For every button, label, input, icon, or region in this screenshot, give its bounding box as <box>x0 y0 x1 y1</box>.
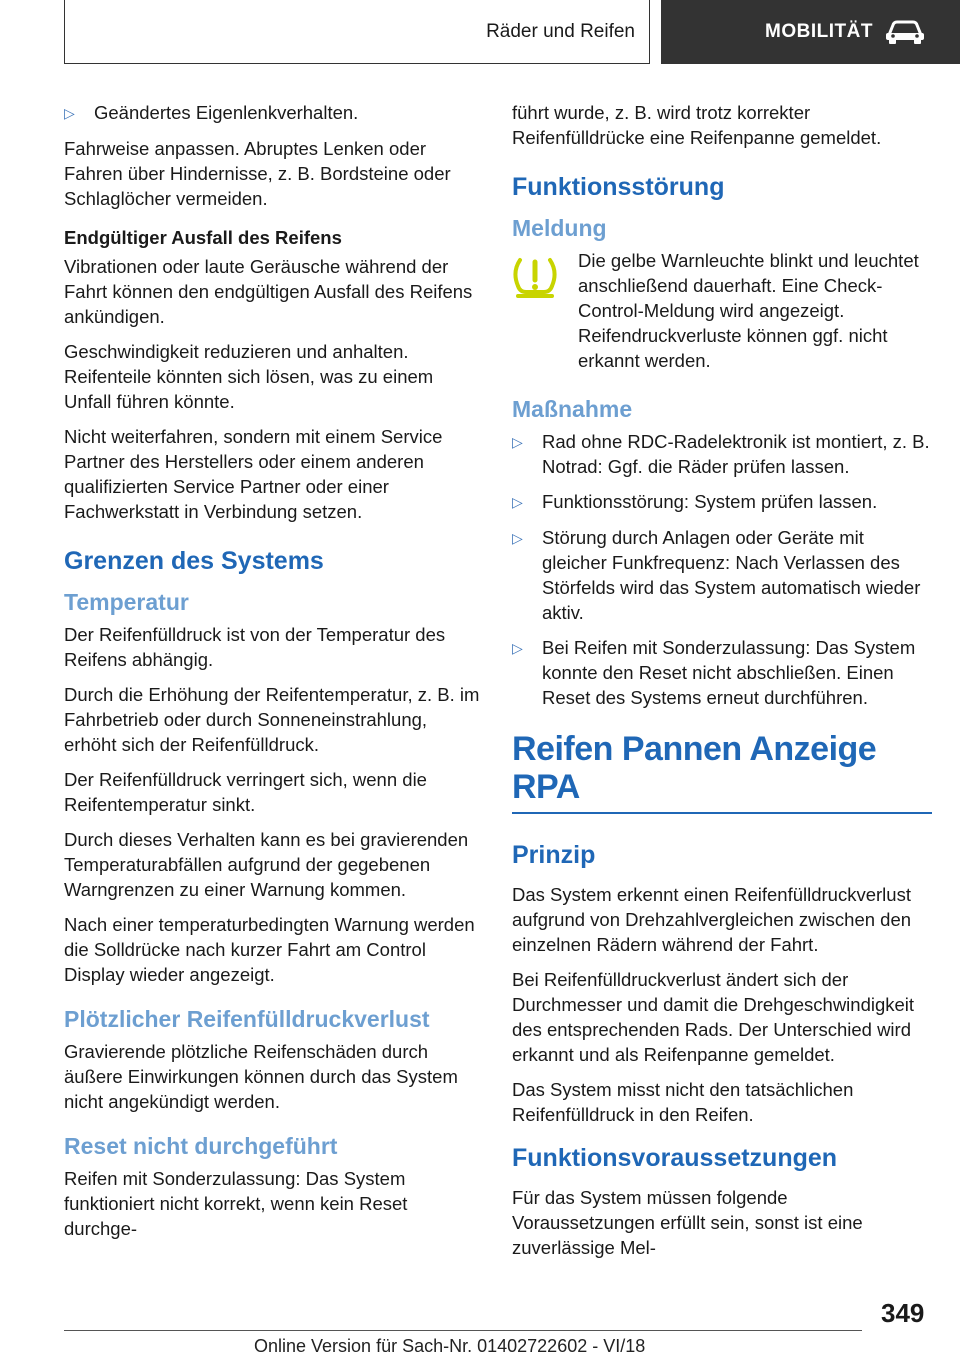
left-column <box>64 100 482 1251</box>
footer-rule <box>64 1330 862 1331</box>
paragraph: Geschwindigkeit reduzieren und anhalten. Reifenteile könnten sich lösen, was zu einem Unfall führen könnte. <box>64 341 434 412</box>
triangle-bullet-icon: ▷ <box>512 494 523 510</box>
paragraph: Fahrweise anpassen. Abruptes Lenken oder Fahren über Hindernisse, z. B. Bordsteine oder Schlaglöcher vermeiden. <box>64 138 451 209</box>
paragraph: Gravierende plötzliche Reifenschäden durch äußere Einwirkungen können durch das System nicht angekündigt werden. <box>64 1041 458 1112</box>
heading-funktionsvoraussetzungen: Funktionsvoraussetzungen <box>512 1144 838 1172</box>
header-section-title: Räder und Reifen <box>486 20 635 42</box>
bold-heading: Endgültiger Ausfall des Reifens <box>64 227 342 248</box>
heading-funktionsstoerung: Funktionsstörung <box>512 173 725 201</box>
bullet-item: ▷ Bei Reifen mit Sonderzulassung: Das System konnte den Reset nicht abschließen. Einen Reset des Systems erneut durchführen. <box>512 637 916 708</box>
header-chapter-box <box>661 0 960 64</box>
triangle-bullet-icon: ▷ <box>512 530 523 546</box>
paragraph: Die gelbe Warnleuchte blinkt und leuchtet anschließend dauerhaft. Eine Check-Control-Meldung wird angezeigt. Reifendruckverluste können ggf. nicht erkannt werden. <box>578 250 919 371</box>
bullet-item: ▷ Rad ohne RDC-Radelektronik ist montiert, z. B. Notrad: Ggf. die Räder prüfen lassen. <box>512 431 930 477</box>
heading-prinzip: Prinzip <box>512 841 596 869</box>
paragraph: Für das System müssen folgende Voraussetzungen erfüllt sein, sonst ist eine zuverlässige Mel- <box>512 1187 863 1258</box>
paragraph: Vibrationen oder laute Geräusche während der Fahrt können den endgültigen Ausfall des Reifens ankündigen. <box>64 256 473 327</box>
bullet-item: ▷ Funktionsstörung: System prüfen lassen. <box>512 489 932 515</box>
right-column <box>512 100 932 1270</box>
warning-block <box>512 248 932 373</box>
bullet-item: ▷ Geändertes Eigenlenkverhalten. <box>64 100 482 126</box>
heading-grenzen: Grenzen des Systems <box>64 547 324 575</box>
subheading-meldung: Meldung <box>512 215 607 241</box>
car-icon <box>883 19 927 45</box>
triangle-bullet-icon: ▷ <box>512 640 523 656</box>
subheading-massnahme: Maßnahme <box>512 396 633 422</box>
paragraph: Durch die Erhöhung der Reifentemperatur, z. B. im Fahrbetrieb oder durch Sonneneinstrahlung, erhöht sich der Reifenfülldruck. <box>64 684 480 755</box>
page-number: 349 <box>881 1298 925 1328</box>
bullet-item: ▷ Störung durch Anlagen oder Geräte mit gleicher Funkfrequenz: Nach Verlassen des Störfelds wird das System automatisch wieder aktiv. <box>512 527 921 623</box>
subheading-ploetzlich: Plötzlicher Reifenfülldruckverlust <box>64 1006 430 1032</box>
paragraph: Reifen mit Sonderzulassung: Das System funktioniert nicht korrekt, wenn kein Reset durchge- <box>64 1168 408 1239</box>
paragraph: Das System erkennt einen Reifenfülldruckverlust aufgrund von Drehzahlvergleichen zwischen den einzelnen Rädern während der Fahrt. <box>512 884 912 955</box>
paragraph: Durch dieses Verhalten kann es bei gravierenden Temperaturabfällen aufgrund der gegebenen Warngrenzen zu einer Warnung kommen. <box>64 829 469 900</box>
header-chapter-title: MOBILITÄT <box>765 21 873 42</box>
tire-pressure-warning-icon <box>510 252 560 300</box>
subheading-temperatur: Temperatur <box>64 589 189 615</box>
heading-rule <box>512 812 932 814</box>
heading-rpa: Reifen Pannen Anzeige RPA <box>512 730 877 806</box>
triangle-bullet-icon: ▷ <box>512 434 523 450</box>
paragraph: führt wurde, z. B. wird trotz korrekter Reifenfülldrücke eine Reifenpanne gemeldet. <box>512 102 882 148</box>
paragraph: Der Reifenfülldruck ist von der Temperatur des Reifens abhängig. <box>64 624 446 670</box>
paragraph: Der Reifenfülldruck verringert sich, wenn die Reifentemperatur sinkt. <box>64 769 427 815</box>
paragraph: Bei Reifenfülldruckverlust ändert sich der Durchmesser und damit die Drehgeschwindigkeit des entsprechenden Rads. Der Unterschied wird erkannt und als Reifenpanne gemeldet. <box>512 969 915 1065</box>
paragraph: Nicht weiterfahren, sondern mit einem Service Partner des Herstellers oder einem anderen qualifizierten Service Partner oder einer Fachwerkstatt in Verbindung setzen. <box>64 426 443 522</box>
footer-online-version: Online Version für Sach-Nr. 01402722602 - VI/18 <box>254 1336 646 1356</box>
triangle-bullet-icon: ▷ <box>64 105 75 121</box>
paragraph: Das System misst nicht den tatsächlichen Reifenfülldruck in den Reifen. <box>512 1079 854 1125</box>
header-section-box <box>64 0 650 64</box>
paragraph: Nach einer temperaturbedingten Warnung werden die Solldrücke nach kurzer Fahrt am Control Display wieder angezeigt. <box>64 914 475 985</box>
subheading-reset: Reset nicht durchgeführt <box>64 1133 338 1159</box>
